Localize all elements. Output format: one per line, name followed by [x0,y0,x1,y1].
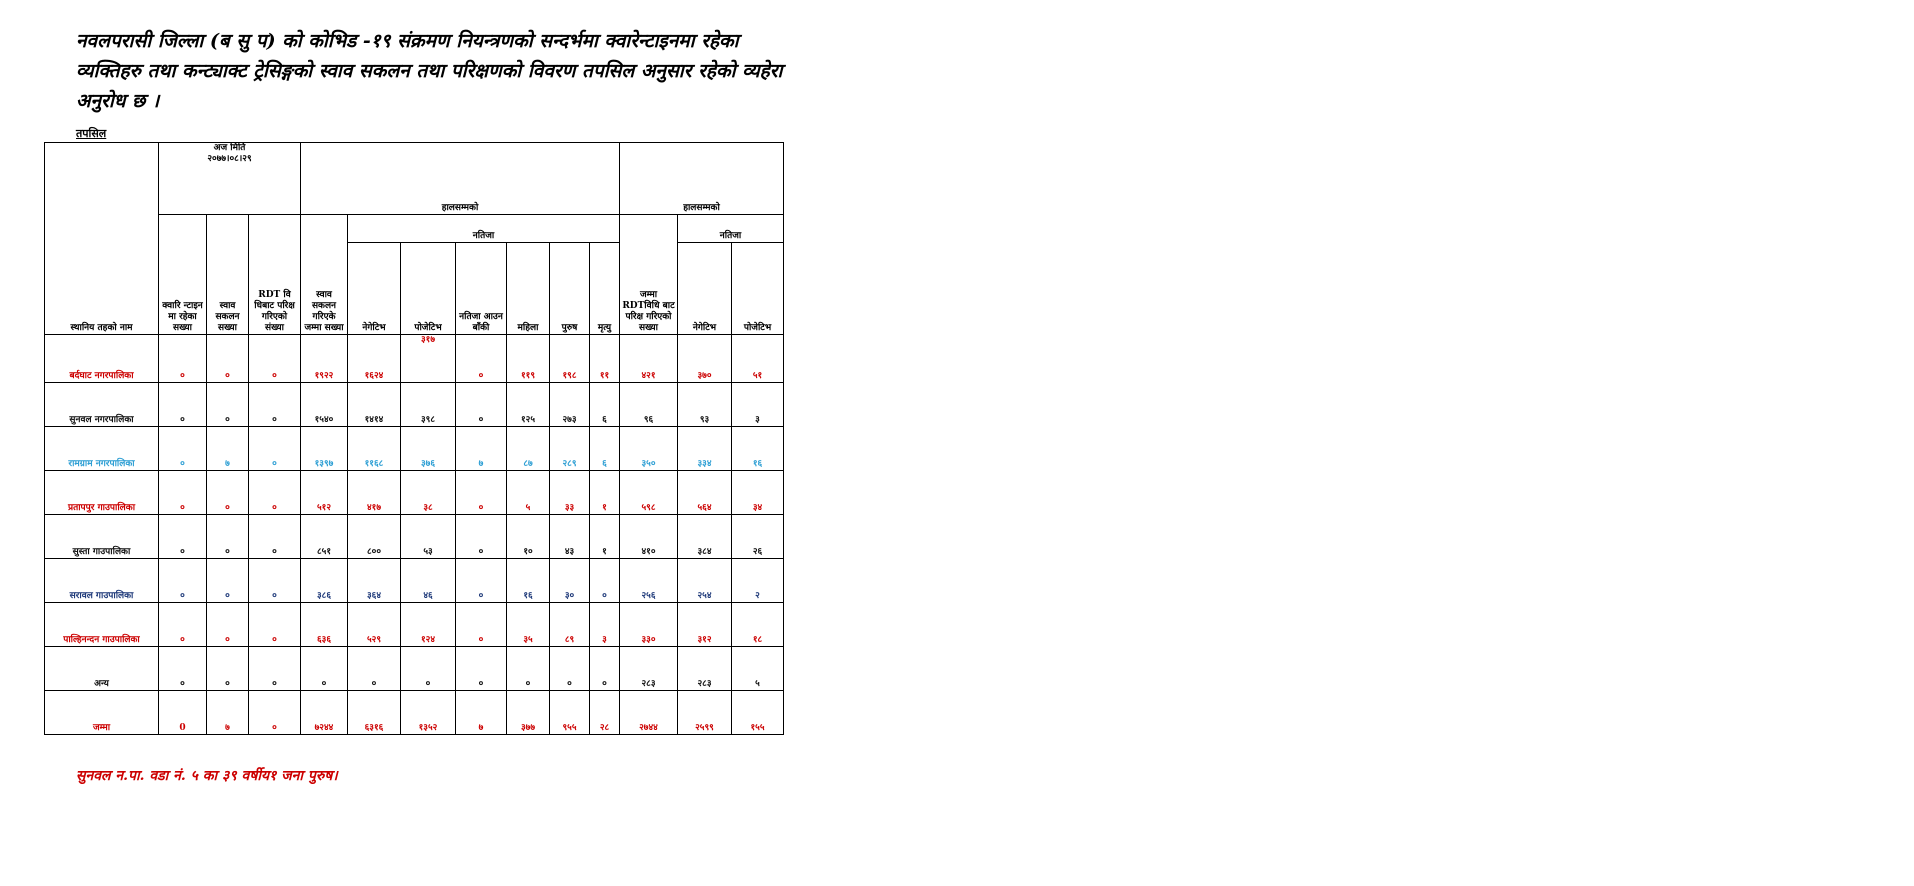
table-cell: ६ [590,427,620,471]
table-cell: ० [249,515,301,559]
table-cell: 0 [159,691,207,735]
table-cell: ११ [590,335,620,383]
header-swab-collected: स्वाव सकलन सख्या [207,215,249,335]
header-rdt-positive: पोजेटिभ [732,243,784,335]
header-negative: नेगेटिभ [348,243,401,335]
table-cell: ० [207,471,249,515]
table-cell: ० [249,603,301,647]
header-result-pending: नतिजा आउन बाँकी [456,243,507,335]
table-cell: ० [456,335,507,383]
table-cell: ० [301,647,348,691]
table-cell: ३७७ [507,691,550,735]
table-cell: ३१७ [401,335,456,383]
table-cell: ० [456,559,507,603]
table-cell: ५१ [732,335,784,383]
date-title: अज मिति [213,143,246,153]
table-cell: १९८ [550,335,590,383]
table-cell: ० [456,603,507,647]
header-male: पुरुष [550,243,590,335]
row-local-level-name: बर्दघाट नगरपालिका [45,335,159,383]
header-death: मृत्यु [590,243,620,335]
table-cell: ३ [590,603,620,647]
table-cell: २५४ [678,559,732,603]
table-cell: १२५ [507,383,550,427]
table-cell: ८५१ [301,515,348,559]
table-cell: ५ [732,647,784,691]
row-local-level-name: पाल्हिनन्दन गाउपालिका [45,603,159,647]
table-cell: २७४४ [620,691,678,735]
table-cell: ० [550,647,590,691]
table-cell: ७ [456,427,507,471]
header-positive: पोजेटिभ [401,243,456,335]
table-cell: ३३४ [678,427,732,471]
table-cell: ८९ [550,603,590,647]
table-cell: ८७ [507,427,550,471]
table-cell: ० [456,515,507,559]
header-group-natija-2: नतिजा [678,215,784,243]
table-row [45,335,784,383]
table-cell: ५९८ [620,471,678,515]
table-cell: ७ [207,427,249,471]
row-local-level-name: जम्मा [45,691,159,735]
table-cell: ३४ [732,471,784,515]
table-cell: ० [348,647,401,691]
table-cell: २८३ [678,647,732,691]
table-cell: ४३ [550,515,590,559]
table-cell: १६ [507,559,550,603]
table-cell: १५४० [301,383,348,427]
table-cell: ० [401,647,456,691]
table-cell: ७ [456,691,507,735]
table-row [45,383,784,427]
table-cell: ० [207,603,249,647]
table-row [45,603,784,647]
header-date-block [159,143,301,215]
row-local-level-name: सुनवल नगरपालिका [45,383,159,427]
table-cell: २८९ [550,427,590,471]
footer-note: सुनवल न.पा. वडा नं. ५ का ३९ वर्षीय१ जना पुरुष। [76,768,338,784]
table-cell: ५१२ [301,471,348,515]
header-rdt-total: जम्मा RDTविधि बाट परिक्ष गरिएको सख्या [620,215,678,335]
table-cell: ० [207,559,249,603]
table-body [45,335,784,735]
table-cell: २८ [590,691,620,735]
table-cell: ४६ [401,559,456,603]
table-cell: ३७६ [401,427,456,471]
table-cell: ४२१ [620,335,678,383]
table-cell: ० [159,383,207,427]
table-cell: ५६४ [678,471,732,515]
table-cell: १९२२ [301,335,348,383]
table-cell: २५९९ [678,691,732,735]
table-cell: ३० [550,559,590,603]
row-local-level-name: सरावल गाउपालिका [45,559,159,603]
header-rdt-negative: नेगेटिभ [678,243,732,335]
table-cell: १ [590,515,620,559]
table-cell: ० [207,335,249,383]
table-cell: २ [732,559,784,603]
table-cell: ० [159,559,207,603]
header-female: महिला [507,243,550,335]
table-cell: ० [159,603,207,647]
table-cell: २७३ [550,383,590,427]
table-cell: ३८४ [678,515,732,559]
table-cell: १४१४ [348,383,401,427]
row-local-level-name: सुस्ता गाउपालिका [45,515,159,559]
table-cell: १३९७ [301,427,348,471]
header-group-natija-1: नतिजा [348,215,620,243]
header-local-level: स्थानिय तहको नाम [45,143,159,335]
table-cell: १० [507,515,550,559]
table-cell: ० [159,515,207,559]
table-cell: ३६४ [348,559,401,603]
table-cell: ३१२ [678,603,732,647]
row-local-level-name: रामग्राम नगरपालिका [45,427,159,471]
table-cell: ११९ [507,335,550,383]
table-cell: १२४ [401,603,456,647]
table-cell: ० [249,647,301,691]
row-local-level-name: अन्य [45,647,159,691]
table-row [45,691,784,735]
table-cell: १६२४ [348,335,401,383]
row-local-level-name: प्रतापपुर गाउपालिका [45,471,159,515]
table-cell: ७२४४ [301,691,348,735]
table-cell: ३५० [620,427,678,471]
table-row [45,559,784,603]
table-cell: ० [207,647,249,691]
table-row [45,427,784,471]
table-cell: २५६ [620,559,678,603]
table-cell: ० [159,335,207,383]
table-cell: १ [590,471,620,515]
table-cell: ३३० [620,603,678,647]
table-cell: ४१७ [348,471,401,515]
table-cell: २८३ [620,647,678,691]
table-cell: ० [159,427,207,471]
table-cell: ३७० [678,335,732,383]
table-cell: ३८६ [301,559,348,603]
table-cell: १६ [732,427,784,471]
table-cell: ० [590,647,620,691]
date-value: २०७७।०८।२९ [207,154,252,164]
table-cell: ० [456,471,507,515]
report-heading: नवलपरासी जिल्ला (ब सु प) को कोभिड -१९ संक्रमण नियन्त्रणको सन्दर्भमा क्वारेन्टाइनमा रहेका व्यक्तिहरु तथा कन्ट्याक्ट ट्रेसिङ्गको स्वाव सकलन तथा परिक्षणको विवरण तपसिल अनुसार रहेको व्यहेरा अनुरोध छ । [76,30,783,112]
table-cell: ० [207,383,249,427]
table-cell: ६ [590,383,620,427]
table-cell: ० [249,335,301,383]
table-cell: ६३६ [301,603,348,647]
table-cell: १८ [732,603,784,647]
table-cell: ३९८ [401,383,456,427]
table-cell: ९५५ [550,691,590,735]
table-cell: ० [249,559,301,603]
table-cell: ० [456,383,507,427]
table-cell: ० [249,427,301,471]
table-cell: ० [456,647,507,691]
table-cell: ० [590,559,620,603]
table-cell: ३३ [550,471,590,515]
table-cell: ३ [732,383,784,427]
table-cell: ३५ [507,603,550,647]
subheading-tapsil: तपसिल [76,127,107,140]
table-cell: ८०० [348,515,401,559]
table-cell: ७ [207,691,249,735]
table-cell: ० [159,647,207,691]
table-row [45,515,784,559]
table-cell: ० [249,691,301,735]
table-cell: ५२९ [348,603,401,647]
table-cell: ० [507,647,550,691]
table-row [45,647,784,691]
header-group-halsamma-2: हालसम्मको [620,143,784,215]
table-cell: ४१० [620,515,678,559]
table-row [45,471,784,515]
table-cell: १३५२ [401,691,456,735]
covid-report-table [44,142,784,735]
table-cell: ० [249,383,301,427]
table-cell: ६३१६ [348,691,401,735]
table-cell: ९६ [620,383,678,427]
table-cell: ५३ [401,515,456,559]
table-cell: ५ [507,471,550,515]
table-cell: २६ [732,515,784,559]
header-group-halsamma-1: हालसम्मको [301,143,620,215]
header-swab-total: स्वाव सकलन गरिएके जम्मा सख्या [301,215,348,335]
table-cell: ० [207,515,249,559]
table-cell: ३८ [401,471,456,515]
header-rdt-tested: RDT वि धिबाट परिक्ष गरिएको संख्या [249,215,301,335]
table-cell: १५५ [732,691,784,735]
table-cell: ११६८ [348,427,401,471]
table-cell: ९३ [678,383,732,427]
table-cell: ० [159,471,207,515]
header-quarantine: क्वारि न्टाइन मा रहेका सख्या [159,215,207,335]
table-cell: ० [249,471,301,515]
